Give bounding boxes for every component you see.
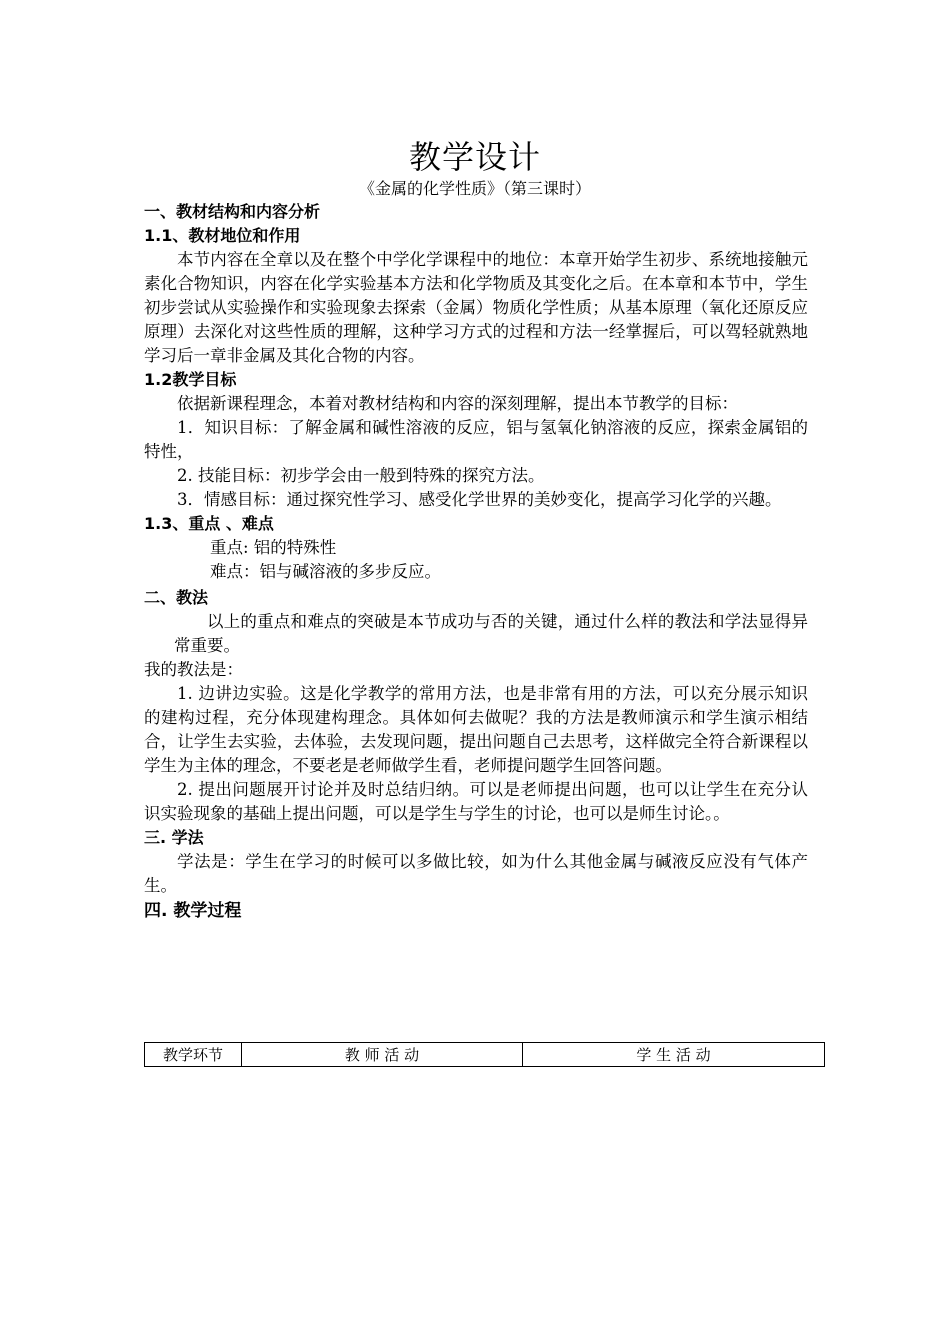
- section-1-heading: 一、教材结构和内容分析: [144, 202, 321, 221]
- teaching-method-2: 2. 提出问题展开讨论并及时总结归纳。可以是老师提出问题，也可以让学生在充分认识实验现象的基础上提出问题，可以是学生与学生的讨论，也可以是师生讨论。。: [144, 780, 808, 823]
- difficult-point: 难点：铝与碱溶液的多步反应。: [210, 562, 441, 581]
- document-title: 教学设计: [408, 138, 541, 176]
- section-3-heading: 三. 学法: [144, 828, 204, 847]
- emotion-goal: 3．情感目标：通过探究性学习、感受化学世界的美妙变化，提高学习化学的兴趣。: [177, 490, 782, 509]
- section-1-2-paragraph: 依据新课程理念，本着对教材结构和内容的深刻理解，提出本节教学的目标：: [177, 394, 738, 413]
- table-header-cell: 教 师 活 动: [242, 1043, 523, 1067]
- section-3-paragraph: 学法是：学生在学习的时候可以多做比较，如为什么其他金属与碱液反应没有气体产生。: [144, 852, 808, 895]
- section-1-3-heading: 1.3、重点 、难点: [144, 514, 274, 533]
- section-1-1-heading: 1.1、教材地位和作用: [144, 226, 301, 245]
- teaching-process-table: [144, 1042, 825, 1067]
- knowledge-goal: 1．知识目标：了解金属和碱性溶液的反应，铝与氢氧化钠溶液的反应，探索金属铝的特性，: [144, 418, 808, 461]
- teaching-method-1: 1. 边讲边实验。这是化学教学的常用方法，也是非常有用的方法，可以充分展示知识的建构过程，充分体现建构理念。具体如何去做呢？我的方法是教师演示和学生演示相结合，让学生去实验，去体验，去发现问题，提出问题自己去思考，这样做完全符合新课程以学生为主体的理念，不要老是老师做学生看，老师提问题学生回答问题。: [144, 684, 808, 775]
- table-header-cell: 教学环节: [145, 1043, 242, 1067]
- section-1-2-heading: 1.2教学目标: [144, 370, 237, 389]
- section-2-heading: 二、教法: [144, 588, 209, 607]
- document-subtitle: 《金属的化学性质》（第三课时）: [358, 179, 591, 198]
- section-4-heading: 四. 教学过程: [144, 901, 242, 921]
- section-1-1-paragraph: 本节内容在全章以及在整个中学化学课程中的地位：本章开始学生初步、系统地接触元素化合物知识，内容在化学实验基本方法和化学物质及其变化之后。在本章和本节中，学生初步尝试从实验操作和实验现象去探索（金属）物质化学性质；从基本原理（氧化还原反应原理）去深化对这些性质的理解，这种学习方式的过程和方法一经掌握后，可以驾轻就熟地学习后一章非金属及其化合物的内容。: [144, 250, 808, 365]
- table-row: [145, 1043, 825, 1067]
- teaching-method-label: 我的教法是：: [144, 660, 243, 679]
- key-point: 重点: 铝的特殊性: [210, 538, 337, 557]
- document-body: [144, 200, 808, 924]
- table-header-cell: 学 生 活 动: [523, 1043, 825, 1067]
- skill-goal: 2. 技能目标：初步学会由一般到特殊的探究方法。: [177, 466, 545, 485]
- section-2-intro: 以上的重点和难点的突破是本节成功与否的关键，通过什么样的教法和学法显得异常重要。: [174, 612, 808, 655]
